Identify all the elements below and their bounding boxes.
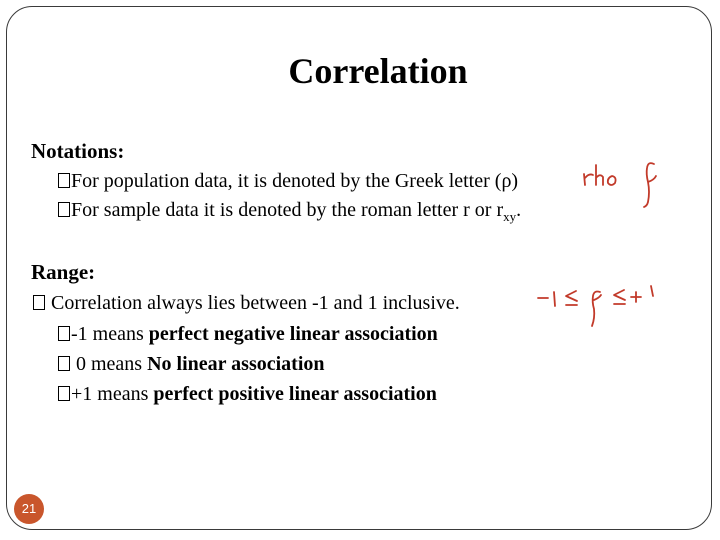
handwritten-range-inequality [530, 278, 680, 330]
sample-notation-period: . [516, 199, 522, 221]
range-item-prefix: 0 means [71, 353, 148, 375]
bullet-icon [33, 295, 45, 310]
range-item-emphasis: perfect negative linear association [148, 323, 438, 345]
population-notation-text: For population data, it is denoted by the Greek letter (ρ) [71, 170, 519, 192]
handwritten-rho-symbol [636, 158, 666, 210]
bullet-icon [58, 386, 70, 401]
bullet-icon [58, 202, 70, 217]
sample-notation-line [58, 199, 521, 225]
range-item-prefix: -1 means [71, 323, 149, 345]
bullet-icon [58, 173, 70, 188]
range-heading: Range: [31, 260, 96, 284]
range-item-negative [58, 323, 438, 346]
range-item-zero [58, 353, 325, 376]
sample-notation-subscript: xy [503, 209, 517, 224]
range-item-positive [58, 383, 437, 406]
bullet-icon [58, 326, 70, 341]
range-intro-text: Correlation always lies between -1 and 1 inclusive. [51, 292, 460, 314]
range-item-emphasis: perfect positive linear association [153, 383, 437, 405]
bullet-icon [58, 356, 70, 371]
range-item-prefix: +1 means [71, 383, 154, 405]
population-notation-line [58, 170, 518, 193]
sample-notation-text: For sample data it is denoted by the roman letter r or r [71, 199, 504, 221]
page-number-badge: 21 [14, 494, 44, 524]
range-item-emphasis: No linear association [147, 353, 325, 375]
notations-heading: Notations: [31, 139, 125, 163]
slide-title: Correlation [288, 51, 468, 91]
range-intro-line [33, 292, 460, 315]
